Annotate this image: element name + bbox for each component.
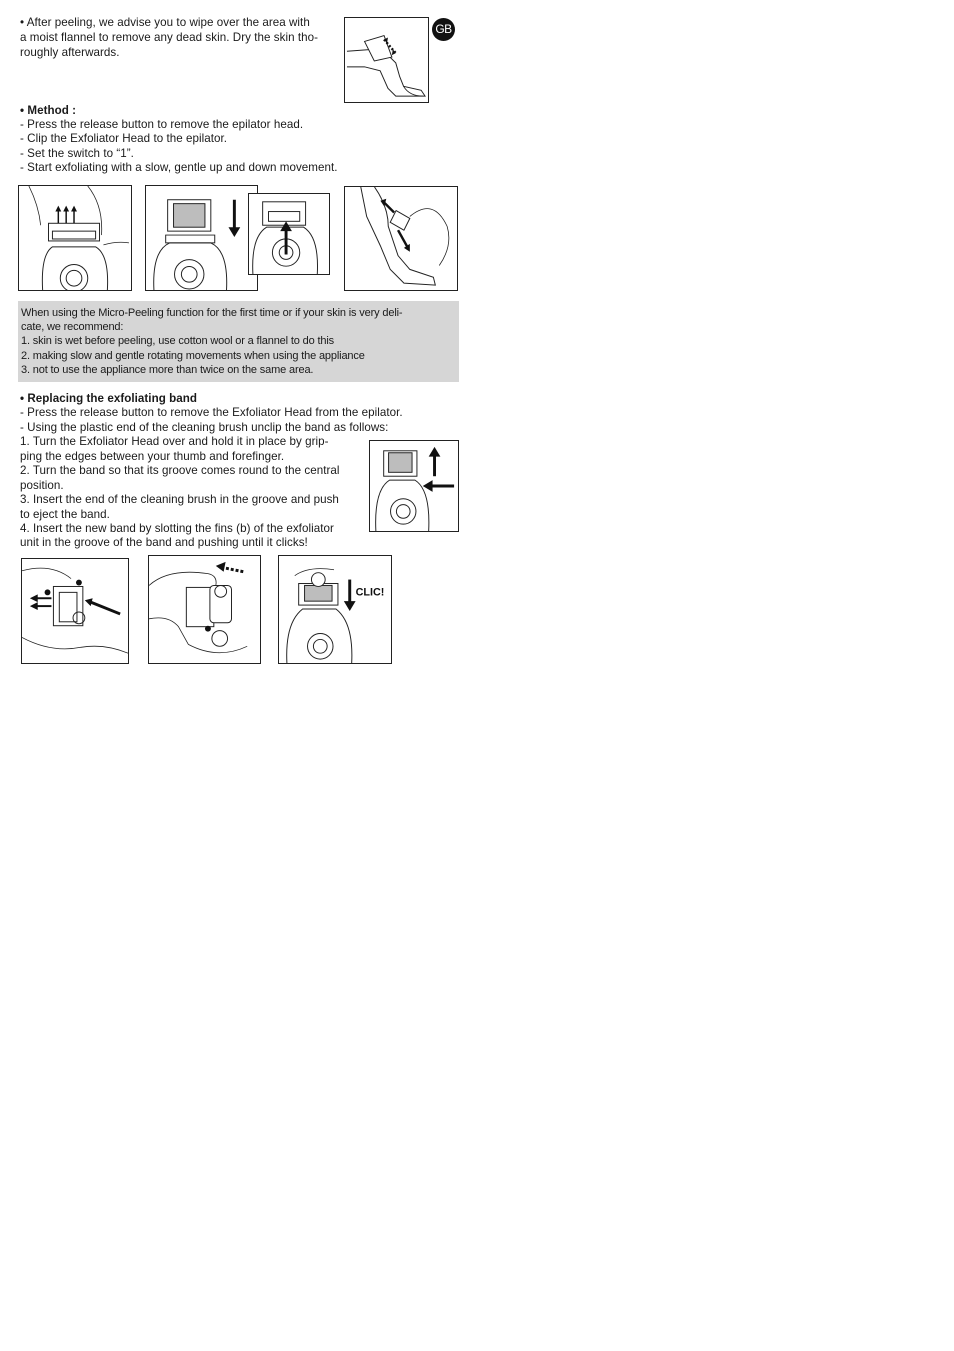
note-line: 3. not to use the appliance more than twice on the same area. — [21, 364, 314, 376]
replacing-line: 1. Turn the Exfoliator Head over and hold it in place by grip- — [20, 435, 329, 448]
replacing-line: 2. Turn the band so that its groove comes round to the central — [20, 464, 340, 477]
intro-line: a moist flannel to remove any dead skin. Dry the skin tho- — [20, 31, 319, 44]
method-heading: • Method : — [20, 104, 77, 117]
method-step: - Press the release button to remove the epilator head. — [20, 118, 304, 131]
leg-exfoliating-illustration — [344, 186, 458, 291]
head-removal-illustration — [18, 185, 132, 291]
method-step: - Set the switch to “1”. — [20, 147, 134, 160]
note-line: 2. making slow and gentle rotating movements when using the appliance — [21, 350, 365, 362]
recommendation-note — [18, 301, 459, 382]
leg-wipe-illustration — [344, 17, 429, 103]
replacing-line: 4. Insert the new band by slotting the fins (b) of the exfoliator — [20, 522, 334, 535]
intro-line: roughly afterwards. — [20, 46, 120, 59]
replacing-heading: • Replacing the exfoliating band — [20, 392, 198, 405]
method-step: - Clip the Exfoliator Head to the epilator. — [20, 132, 228, 145]
language-badge: GB — [432, 18, 455, 41]
note-line: 1. skin is wet before peeling, use cotton wool or a flannel to do this — [21, 335, 334, 347]
intro-line: • After peeling, we advise you to wipe over the area with — [20, 16, 310, 29]
note-line: When using the Micro-Peeling function for the first time or if your skin is very deli- — [21, 307, 403, 319]
band-grip-illustration — [21, 558, 129, 664]
replacing-line: position. — [20, 479, 64, 492]
clic-label: CLIC! — [355, 586, 385, 599]
replacing-line: unit in the groove of the band and pushing until it clicks! — [20, 536, 308, 549]
replacing-line: 3. Insert the end of the cleaning brush in the groove and push — [20, 493, 339, 506]
switch-illustration — [248, 193, 330, 275]
exfoliator-clip-illustration — [145, 185, 258, 291]
note-line: cate, we recommend: — [21, 321, 124, 333]
replacing-line: - Press the release button to remove the Exfoliator Head from the epilator. — [20, 406, 403, 419]
brush-eject-illustration — [148, 555, 261, 664]
head-release-illustration — [369, 440, 459, 532]
replacing-line: to eject the band. — [20, 508, 110, 521]
replacing-line: ping the edges between your thumb and forefinger. — [20, 450, 285, 463]
replacing-line: - Using the plastic end of the cleaning brush unclip the band as follows: — [20, 421, 389, 434]
band-insert-illustration — [278, 555, 392, 664]
method-step: - Start exfoliating with a slow, gentle up and down movement. — [20, 161, 338, 174]
